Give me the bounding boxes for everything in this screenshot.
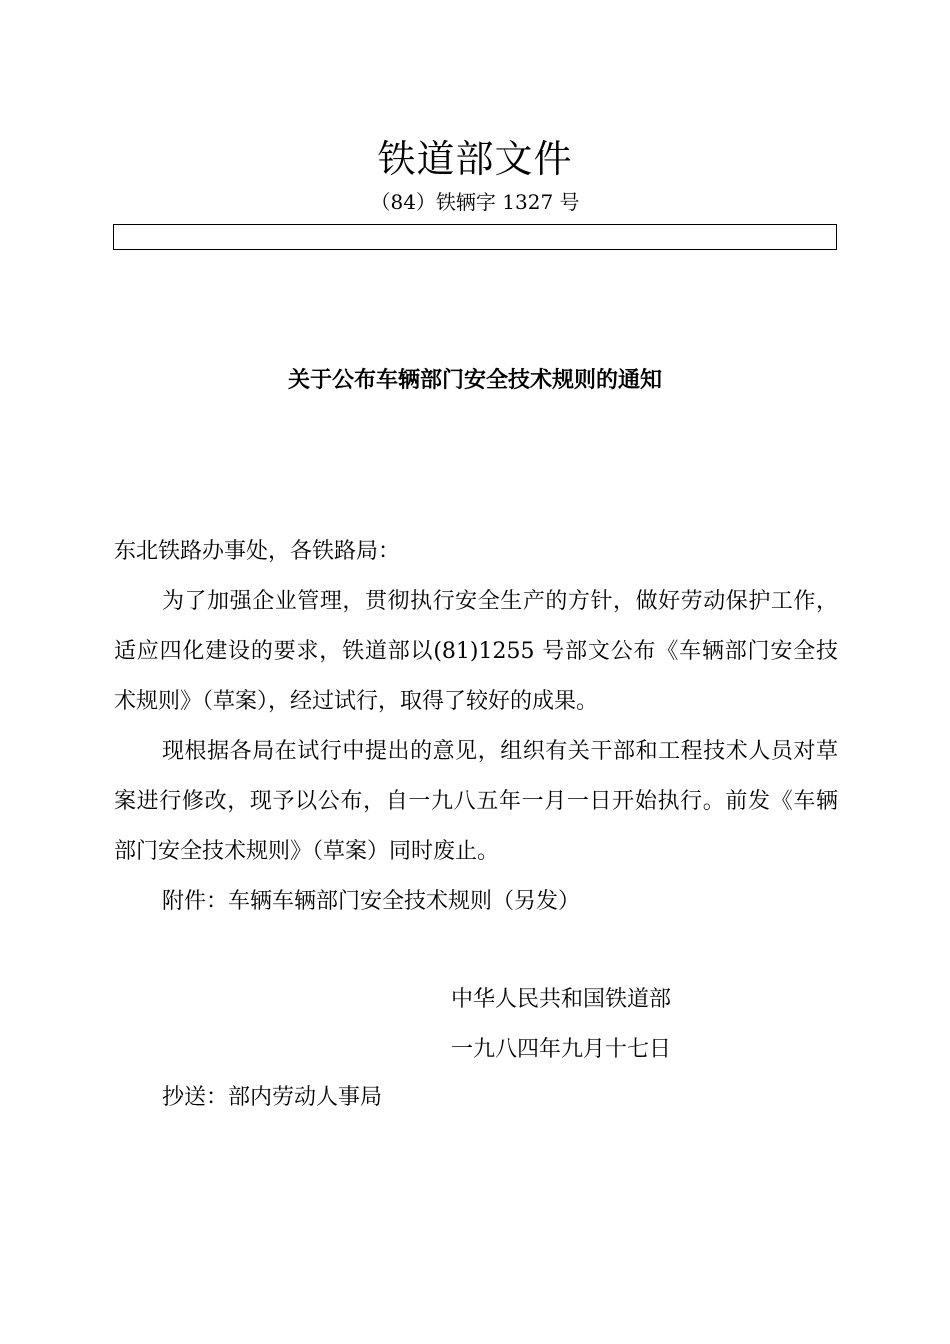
cc-line: 抄送：部内劳动人事局 bbox=[162, 1085, 383, 1110]
document-number: （84）铁辆字 1327 号 bbox=[370, 190, 580, 214]
signature-date: 一九八四年九月十七日 bbox=[451, 1037, 672, 1062]
body-paragraph-2: 现根据各局在试行中提出的意见，组织有关干部和工程技术人员对草案进行修改，现予以公布，自一九八五年一月一日开始执行。前发《车辆部门安全技术规则》（草案）同时废止。 bbox=[114, 739, 838, 864]
notice-title: 关于公布车辆部门安全技术规则的通知 bbox=[287, 368, 662, 393]
signature-organization: 中华人民共和国铁道部 bbox=[451, 987, 672, 1012]
addressee-line: 东北铁路办事处，各铁路局： bbox=[114, 539, 401, 564]
attachment-line: 附件：车辆车辆部门安全技术规则（另发） bbox=[162, 889, 581, 914]
header-divider-box bbox=[113, 224, 837, 250]
body-paragraph-1: 为了加强企业管理，贯彻执行安全生产的方针，做好劳动保护工作，适应四化建设的要求，铁道部以(81)1255 号部文公布《车辆部门安全技术规则》（草案），经过试行，取得了较好的成果。 bbox=[114, 589, 838, 714]
document-header-title: 铁道部文件 bbox=[377, 137, 573, 181]
